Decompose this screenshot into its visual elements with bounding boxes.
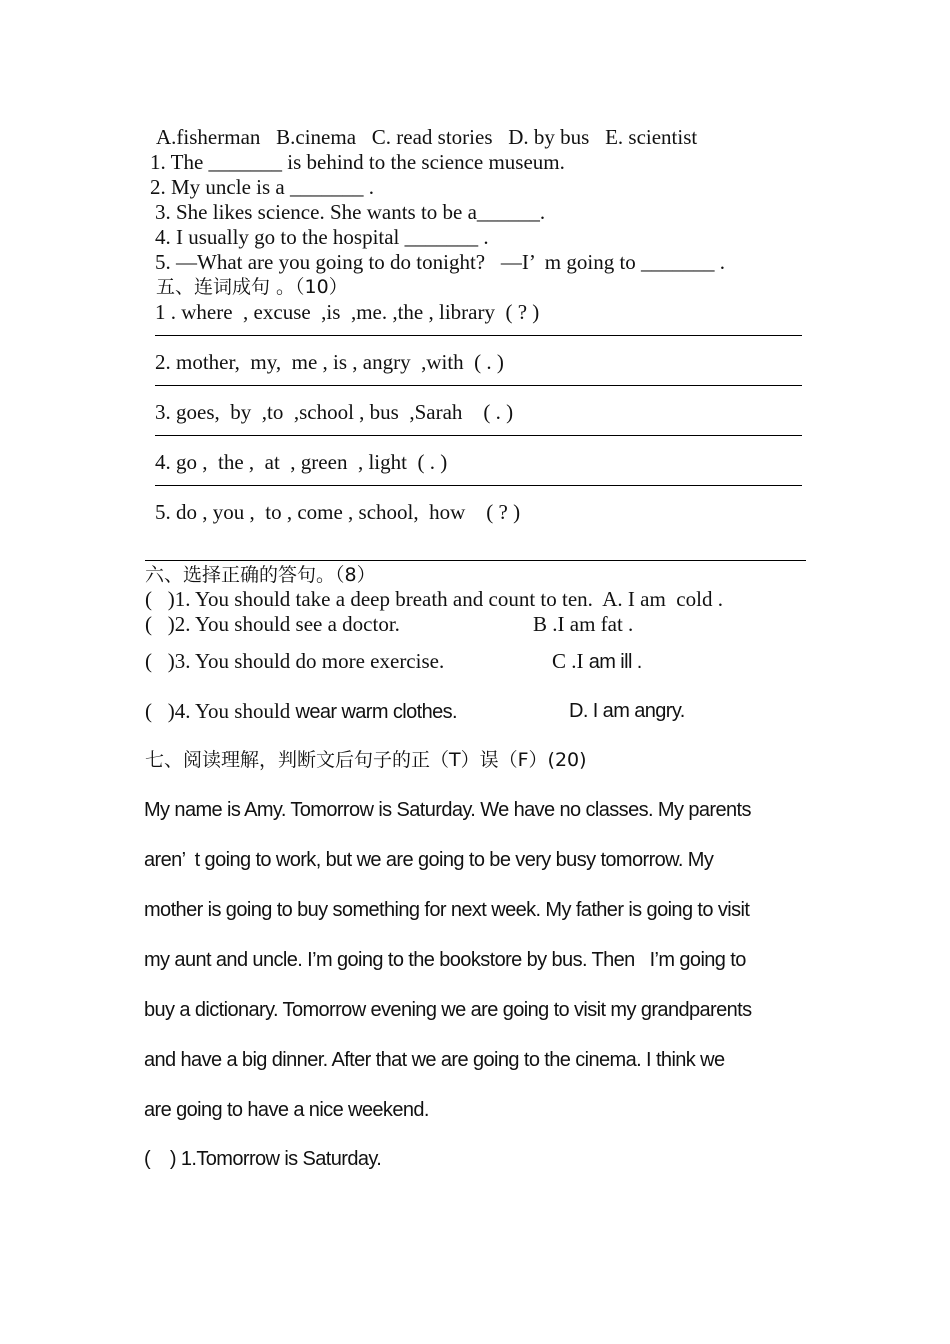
match-question-4-suffix: wear warm clothes. [295,701,458,723]
fill-blank-4: 4. I usually go to the hospital _______ . [155,225,489,249]
answer-line-1 [155,335,802,336]
sentence-item-4: 4. go , the , at , green , light ( . ) [155,450,448,474]
match-answer-c-suffix: am ill . [588,651,642,673]
fill-blank-5: 5. —What are you going to do tonight? —I’ m going to _______ . [155,250,726,274]
match-answer-d: D. I am angry. [569,700,685,722]
section7-heading: 七、阅读理解，判断文后句子的正（T）误（F）(20) [145,749,587,771]
sentence-item-1: 1 . where , excuse ,is ,me. ,the , library ( ? ) [155,300,540,324]
passage-line-4: my aunt and uncle. I’m going to the bookstore by bus. Then I’m going to [144,949,746,971]
answer-line-2 [155,385,802,386]
match-answer-c [552,649,642,676]
passage-line-7: are going to have a nice weekend. [144,1099,429,1121]
match-question-3: ( )3. You should do more exercise. [145,649,445,673]
fill-blank-2: 2. My uncle is a _______ . [150,175,374,199]
answer-line-5 [145,560,806,561]
fill-blank-3: 3. She likes science. She wants to be a______. [155,200,546,224]
match-question-4-prefix: ( )4. You should [145,699,296,723]
match-question-2: ( )2. You should see a doctor. [145,612,400,636]
answer-line-3 [155,435,802,436]
options-line: A.fisherman B.cinema C. read stories D. by bus E. scientist [156,125,698,149]
match-question-1: ( )1. You should take a deep breath and count to ten. A. I am cold . [145,587,723,611]
match-question-4 [145,699,457,726]
passage-line-2: aren’ t going to work, but we are going to be very busy tomorrow. My [144,849,714,871]
section6-heading: 六、选择正确的答句。（8） [145,564,376,586]
match-answer-b: B .I am fat . [533,612,634,636]
passage-line-6: and have a big dinner. After that we are going to the cinema. I think we [144,1049,725,1071]
match-answer-c-prefix: C .I [552,649,589,673]
sentence-item-5: 5. do , you , to , come , school, how ( ? ) [155,500,521,524]
passage-line-1: My name is Amy. Tomorrow is Saturday. We have no classes. My parents [144,799,751,821]
sentence-item-2: 2. mother, my, me , is , angry ,with ( . ) [155,350,504,374]
reading-question-1: ( ) 1.Tomorrow is Saturday. [144,1148,382,1170]
answer-line-4 [155,485,802,486]
fill-blank-1: 1. The _______ is behind to the science museum. [150,150,565,174]
passage-line-5: buy a dictionary. Tomorrow evening we are going to visit my grandparents [144,999,752,1021]
passage-line-3: mother is going to buy something for next week. My father is going to visit [144,899,750,921]
sentence-item-3: 3. goes, by ,to ,school , bus ,Sarah ( . ) [155,400,514,424]
section5-heading: 五、连词成句 。（10） [156,276,348,298]
